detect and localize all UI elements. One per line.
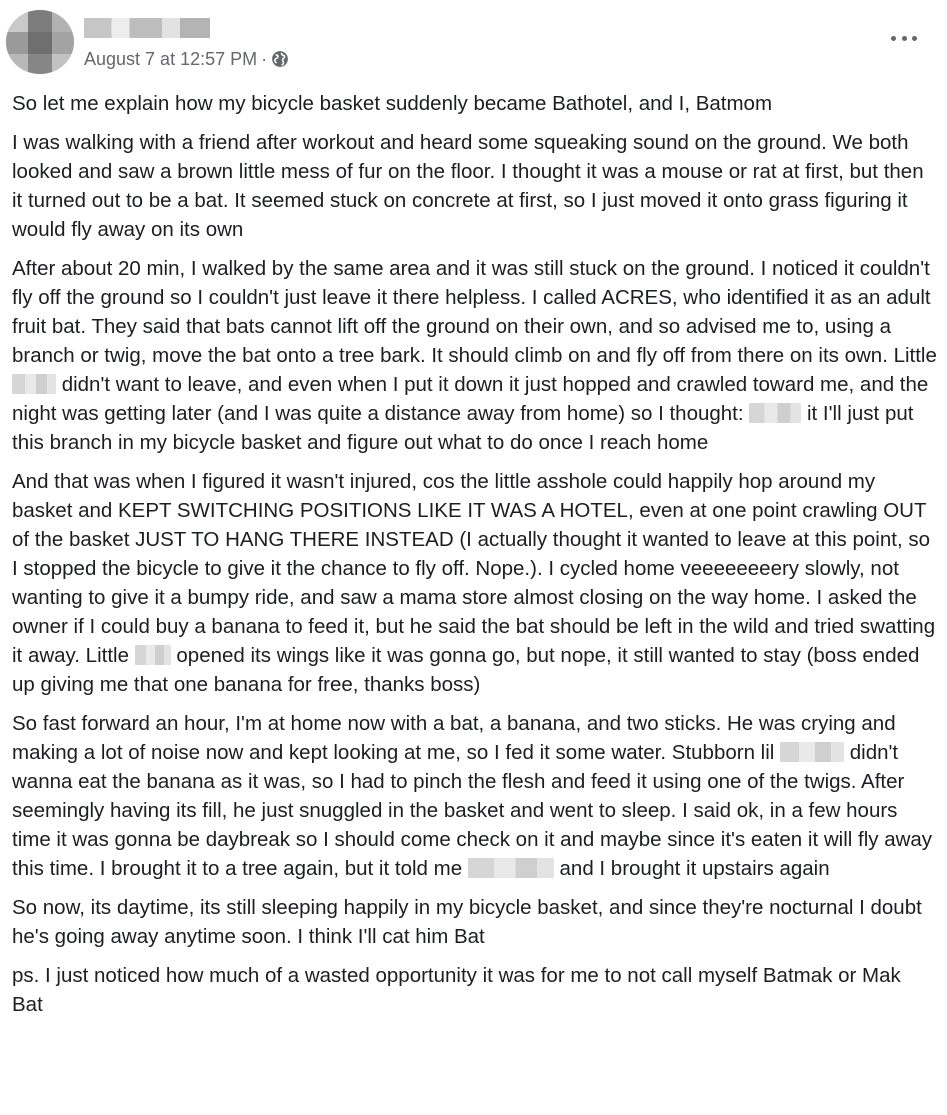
redacted-word [749,403,801,423]
paragraph-2: I was walking with a friend after workout and heard some squeaking sound on the ground. We both looked and saw a brown little mess of fur on the floor. I thought it was a mouse or rat at first, but then it turned out to be a bat. It seemed stuck on concrete at first, so I just moved it onto grass figuring it would fly away on its own [12,131,924,241]
redacted-name [12,374,56,394]
paragraph-6: So now, its daytime, its still sleeping happily in my bicycle basket, and since they're nocturnal I doubt he's going away anytime soon. I think I'll cat him Bat [12,896,922,948]
post-meta [84,47,289,71]
paragraph-7: ps. I just noticed how much of a wasted opportunity it was for me to not call myself Batmak or Mak Bat [12,964,901,1016]
meta-separator: · [261,48,268,69]
redacted-name [135,645,171,665]
post-header [0,0,947,86]
globe-icon[interactable] [271,50,289,68]
more-options-icon[interactable] [891,30,917,46]
redacted-phrase [468,858,554,878]
paragraph-5: So fast forward an hour, I'm at home now with a bat, a banana, and two sticks. He was crying and making a lot of noise now and kept looking at me, so I fed it some water. Stubborn lil didn't wanna eat the banana as it was, so I had to pinch the flesh and feed it using one of the twigs. After seemingly having its fill, he just snuggled in the basket and went to sleep. I said ok, in a few hours time it was gonna be daybreak so I should come check on it and maybe since it's eaten it will fly away this time. I brought it to a tree again, but it told me and I brought it upstairs again [12,712,933,880]
paragraph-4: And that was when I figured it wasn't injured, cos the little asshole could happily hop around my basket and KEPT SWITCHING POSITIONS LIKE IT WAS A HOTEL, even at one point crawling OUT of the basket JUST TO HANG THERE INSTEAD (I actually thought it wanted to leave at this point, so I stopped the bicycle to give it the chance to fly off. Nope.). I cycled home veeeeeeeery slowly, not wanting to give it a bumpy ride, and saw a mama store almost closing on the way home. I asked the owner if I could buy a banana to feed it, but he said the bat should be left in the wild and tried swatting it away. Little opened its wings like it was gonna go, but nope, it still wanted to stay (boss ended up giving me that one banana for free, thanks boss) [12,470,936,696]
paragraph-1: So let me explain how my bicycle basket suddenly became Bathotel, and I, Batmom [12,92,773,115]
paragraph-3: After about 20 min, I walked by the same area and it was still stuck on the ground. I noticed it couldn't fly off the ground so I couldn't just leave it there helpless. I called ACRES, who identified it as an adult fruit bat. They said that bats cannot lift off the ground on their own, and so advised me to, using a branch or twig, move the bat onto a tree bark. It should climb on and fly off from there on its own. Little didn't want to leave, and even when I put it down it just hopped and crawled toward me, and the night was getting later (and I was quite a distance away from home) so I thought: it I'll just put this branch in my bicycle basket and figure out what to do once I reach home [12,257,937,454]
post-text [12,89,937,1029]
post-timestamp[interactable]: August 7 at 12:57 PM [84,48,258,69]
avatar[interactable] [6,10,74,74]
redacted-word [780,742,844,762]
author-name-redacted[interactable] [84,18,210,38]
